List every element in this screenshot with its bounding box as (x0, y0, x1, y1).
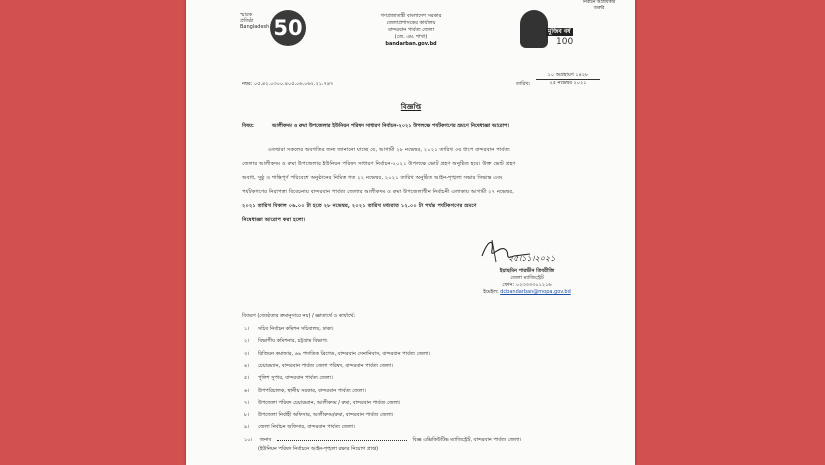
distribution-item (244, 326, 334, 332)
dist-item-text: উপজেলা পরিষদ চেয়ারম্যান, আলীকদম / রুমা, বান্দরবান পার্বত্য জেলা। (258, 399, 401, 406)
header-line-2: জেলাপ্রশাসকের কার্যালয় (386, 20, 436, 26)
distribution-item (244, 351, 430, 357)
dist-item-text: উপজেলা নির্বাহী অফিসার, আলীকদম/রুমা, বান্দরবান পার্বত্য জেলা। (258, 412, 394, 419)
email-label: ইমেইল: (483, 289, 499, 295)
header-website: bandarban.gov.bd (385, 41, 437, 47)
date-bangla: ১০ অগ্রহায়ণ ১৪২৮ (536, 72, 600, 80)
golden-jubilee-logo (240, 10, 306, 52)
document-page (186, 0, 635, 465)
jubilee-logo-text: স্মারক প্রতিষ্ঠা Bangladesh (240, 12, 270, 30)
header-line-4: (জে. এম. শাখা) (394, 34, 428, 40)
distribution-item-last (244, 437, 521, 443)
distribution-item (244, 424, 355, 430)
dist-item-number: ১০। (244, 437, 253, 443)
signatory-block (462, 268, 592, 296)
signatory-email-row (462, 289, 592, 296)
mujib-logo-number: 100 (556, 37, 574, 47)
body-line-1: এতদ্বারা সকলের অবগতির জন্য জানানো যাচ্ছে যে, আগামী ২৮ নভেম্বর, ২০২১ তারিখ ৩য় ধাপে বান্দরবান পার্বত্য (268, 147, 510, 153)
dist-last-prefix: জনাব (259, 437, 272, 443)
header-line-3: বান্দরবান পার্বত্য জেলা (388, 27, 434, 33)
dist-item-text: রিজিয়ন কমান্ডার, ৬৯ পদাতিক ব্রিগেড, বান্দরবান সেনানিবাস, বান্দরবান পার্বত্য জেলা। (258, 350, 431, 357)
notice-body (242, 147, 607, 224)
memo-number: নম্বর: ০৫.৪২.০৩০০.৪০৫.০৬.০৬২.২১.৭৪৭ (242, 81, 334, 87)
dist-item-number: ৪। (244, 362, 250, 369)
body-line-4: পর্যটকগণের নিরাপত্তা বিবেচনায় বান্দরবান পার্বত্য জেলার আলীকদম ও রুমা উপজেলাধীন নির্বাচনী এলাকায় আগামী ২৭ নভেম্বর, (242, 189, 514, 195)
dist-item-text: পুলিশ সুপার, বান্দরবান পার্বত্য জেলা। (258, 375, 333, 382)
dist-item-text: উপপরিচালক, স্থানীয় সরকার, বান্দরবান পার্বত্য জেলা। (258, 387, 366, 394)
body-line-5: ২০২১ তারিখ বিকাল ০৬.০০ টা হতে ২৮ নভেম্বর, ২০২১ তারিখ মধ্যরাত ১২.০০ টা পর্যন্ত পর্যটকগণের ভ্রমণে (242, 203, 477, 209)
distribution-item (244, 388, 366, 394)
date-label: তারিখ: (516, 81, 531, 87)
dist-item-text: সচিব নির্বাচন কমিশন সচিবালয়, ঢাকা। (258, 326, 334, 332)
body-line-3: অবাধ, সুষ্ঠু ও শান্তিপূর্ণ পরিবেশে অনুষ্ঠানের নিমিত্ত গত ২২ নভেম্বর, ২০২১ তারিখ অনুষ্ঠিত আইন-শৃঙ্খলা সভার সিদ্ধান্ত এবং (242, 175, 503, 181)
signatory-name: ইয়াছমিন পারভীন তিবরীজি (499, 268, 555, 274)
portrait-icon (520, 10, 548, 48)
signatory-phone: ফোন: ০২৩৩৩৩০১২১৬ (502, 282, 552, 288)
dist-item-number: ৭। (244, 399, 250, 406)
signature-date: ২৫।১১।২০২১ (508, 254, 556, 263)
dist-item-text: বিভাগীয় কমিশনার, চট্টগ্রাম বিভাগ। (258, 338, 328, 345)
header-line-1: গণপ্রজাতন্ত্রী বাংলাদেশ সরকার (380, 13, 442, 19)
date-block (536, 72, 600, 87)
dist-item-number: ৯। (244, 424, 250, 431)
jubilee-logo-number: 50 (273, 16, 303, 40)
distribution-item (244, 363, 393, 369)
dist-item-number: ৫। (244, 375, 250, 382)
body-line-2: জেলার আলীকদম ও রুমা উপজেলার ইউনিয়ন পরিষদ সাধারণ নির্বাচন-২০২১ উপলক্ষে ভোট গ্রহণ অনুষ্ঠিত হবে। উক্ত ভোট গ্রহণ (242, 161, 516, 167)
subject-text: আলীকদম ও রুমা উপজেলার ইউনিয়ন পরিষদ সাধারণ নির্বাচন-২০২১ উপলক্ষে পর্যটকগণের ভ্রমণে নিষেধাজ্ঞা আরোপ। (272, 123, 510, 129)
body-line-6: নিষেধাজ্ঞা আরোপ করা হলো। (242, 217, 306, 223)
dist-last-note: (ইউনিয়ন পরিষদ নির্বাচনে আইন-শৃঙ্খলা রক্ষার নিয়োগ প্রাপ্ত) (258, 446, 379, 452)
distribution-item (244, 375, 333, 381)
dist-item-number: ৮। (244, 412, 250, 419)
priority-line-1: নির্বাচন অগ্রাধিকার (582, 0, 616, 5)
priority-line-2: জরুরি (593, 6, 605, 11)
distribution-item (244, 412, 393, 418)
dist-item-text: চেয়ারম্যান, বান্দরবান পার্বত্য জেলা পরিষদ, বান্দরবান পার্বত্য জেলা। (258, 362, 394, 369)
dist-item-number: ৩। (244, 350, 250, 357)
dist-item-text: জেলা নির্বাচন অফিসার, বান্দরবান পার্বত্য জেলা। (258, 424, 355, 431)
date-english: ২৫ নভেম্বর ২০২১ (549, 80, 587, 86)
distribution-item (244, 400, 400, 406)
priority-note (564, 0, 634, 12)
email-link[interactable]: dcbandarban@mopa.gov.bd (500, 289, 571, 295)
notice-title: বিজ্ঞপ্তি (400, 103, 422, 111)
office-header (336, 13, 486, 48)
dist-blank-line (277, 440, 407, 441)
distribution-item (244, 338, 328, 344)
signatory-title: জেলা ম্যাজিস্ট্রেট (510, 275, 544, 281)
mujib-borsho-logo (516, 8, 588, 54)
distribution-header: বিতরণ (জ্যেষ্ঠতার ক্রমানুসারে নয়) / জ্ঞাতার্থে ও কার্যার্থে: (242, 313, 356, 319)
dist-last-suffix: বিজ্ঞ এক্সিকিউটিভ ম্যাজিস্ট্রেট, বান্দরবান পার্বত্য জেলা। (412, 437, 522, 443)
dist-item-number: ২। (244, 338, 250, 345)
subject-label: বিষয়: (242, 123, 254, 129)
dist-item-number: ১। (244, 326, 250, 332)
mujib-logo-text: মুজিব বর্ষ (548, 28, 571, 35)
dist-item-number: ৬। (244, 387, 250, 394)
